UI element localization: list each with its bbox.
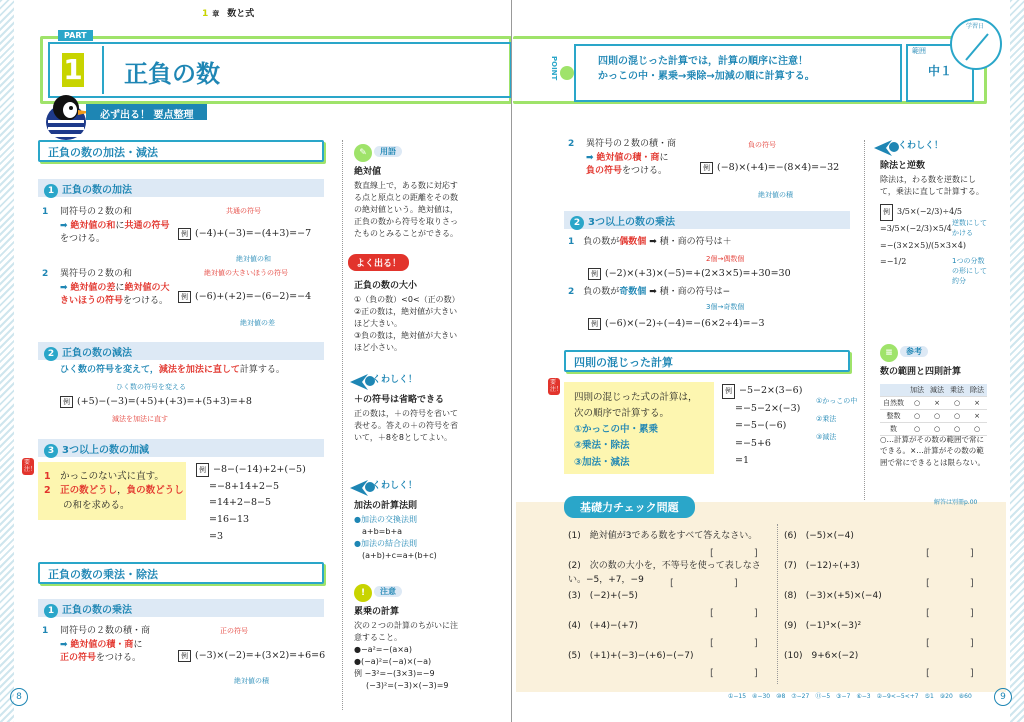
note-abs-sum: 絶対値の和 <box>236 255 271 263</box>
power-head: 累乗の計算 <box>354 607 400 617</box>
example-6: 例 (−2)×(+3)×(−5)=+(2×3×5)=+30=30 <box>588 268 791 280</box>
sub-subtraction: 2 正負の数の減法 <box>38 342 324 360</box>
rule-same-sign: 同符号の２数の和 ➡ 絶対値の和に共通の符号 をつける。 <box>60 207 170 244</box>
check-title: 基礎力チェック問題 <box>564 496 695 518</box>
answer-bracket-3[interactable]: [ ] <box>710 608 758 619</box>
reciprocal-example: 例 3/5×(−2/3)÷4/5 =3/5×(−2/3)×5/4 =−(3×2×5)/(5×3×4) =−1/2 <box>880 204 966 271</box>
example-4: 例 (−3)×(−2)=+(3×2)=+6=6 <box>178 650 325 662</box>
power-text: 次の２つの計算のちがいに注意すること。 ●−a²=−(a×a) ●(−a)²=(−a)×(−a) 例 −3²=−(3×3)=−9 (−3)²=(−3)×(−3)=9 <box>354 621 458 690</box>
question-10: (10) 9+6×(−2) <box>784 651 859 661</box>
reference-head: ≡ 参考 <box>880 346 928 360</box>
question-2: (2) 次の数の大小を，不等号を使って表しなさい。 <box>568 561 761 585</box>
table-footnote: ○…計算がその数の範囲で常にできる。×…計算がその数の範囲で常にできるとは限らない。 <box>880 435 985 467</box>
section-mixed: 四則の混じった計算 <box>564 350 850 372</box>
glossary-head: ✎ 用語 <box>354 146 402 160</box>
order-list: ①（負の数）<0<（正の数） ②正の数は，絶対値が大きいほど大きい。 ③負の数は，絶対値が大きいほど小さい。 <box>354 295 460 352</box>
part-label: PART <box>58 30 93 41</box>
note-common-sign: 共通の符号 <box>226 207 261 215</box>
odd-rule: 2 負の数が奇数個 ➡ 積・商の符号は− <box>568 287 731 297</box>
slash-icon <box>958 28 996 66</box>
answer-bracket-9[interactable]: [ ] <box>926 638 974 649</box>
answer-strip: ①−15 ④−30 ⑩8 ⑦−27 ⑪−5 ③−7 ⑥−3 ②−9<−5<+7 ⑤1 ⑨20 ⑧60 <box>728 693 972 700</box>
frequent-badge: よく出る！ <box>348 254 409 271</box>
question-8: (8) (−3)×(+5)×(−4) <box>784 591 882 601</box>
note-positive-sign: 正の符号 <box>220 627 248 635</box>
example-7: 例 (−6)×(−2)÷(−4)=−(6×2÷4)=−3 <box>588 318 765 330</box>
question-3: (3) (−2)+(−5) <box>568 591 638 601</box>
section-muldiv: 正負の数の乗法・除法 <box>38 562 324 584</box>
example-8: 例 −5−2×(3−6) =−5−2×(−3) =−5−(−6) =−5+6 =1 <box>722 382 802 470</box>
note-odd: 3個→奇数個 <box>706 303 745 311</box>
question-5: (5) (+1)+(−3)−(+6)−(−7) <box>568 651 694 661</box>
page-title: 正負の数 <box>124 60 220 88</box>
subtraction-rule: ひく数の符号を変えて，減法を加法に直して計算する。 <box>60 365 285 375</box>
question-1: (1) 絶対値が3である数をすべて答えなさい。 <box>568 531 758 541</box>
important-badge: 要注！ <box>22 458 34 475</box>
question-7: (7) (−12)÷(+3) <box>784 561 860 571</box>
essential-banner: 必ず出る！ 要点整理 <box>86 104 207 120</box>
answer-bracket-5[interactable]: [ ] <box>710 668 758 679</box>
sub-multiplication: 1 正負の数の乗法 <box>38 599 324 617</box>
plus-text: 正の数は，＋の符号を省いて表せる。答えの＋の符号を省いて，＋8を8としてよい。 <box>354 409 458 442</box>
note-abs-product: 絶対値の積 <box>234 677 269 685</box>
book-icon: ✎ <box>354 144 372 162</box>
answer-bracket-4[interactable]: [ ] <box>710 638 758 649</box>
section-addsub: 正負の数の加法・減法 <box>38 140 324 162</box>
table-row: 数 ○ ○ ○ ○ <box>880 423 987 436</box>
exclamation-icon: ! <box>354 584 372 602</box>
reference-icon: ≡ <box>880 344 898 362</box>
sub-three-numbers: 3 3つ以上の数の加減 <box>38 439 324 457</box>
note-abs-diff: 絶対値の差 <box>240 319 275 327</box>
rule-mul-diff: 異符号の２数の積・商 ➡ 絶対値の積・商に 負の符号をつける。 <box>586 139 677 176</box>
caution-head: ! 注意 <box>354 586 402 600</box>
note-reciprocal: 逆数にしてかける <box>952 219 987 237</box>
item-1: 1 <box>42 207 49 217</box>
answer-bracket-8[interactable]: [ ] <box>926 608 974 619</box>
note-larger-sign: 絶対値の大きいほうの符号 <box>204 269 288 277</box>
left-page: 1 章 数と式 PART 1 正負の数 必ず出る！ 要点整理 正負の数の加法・減法 1 正負の数の加法 1 同符号の２数の和 ➡ 絶対値の和に共通の符号 をつける。 共通の符号 例 (−4)+(−3)=−(4+3)=−7 絶対値の和 2 異符号の２数の和 ➡ 絶対値の差に絶対値の大 きいほうの符号をつける。 絶対値の大きいほうの符号 例 (−6)+(+2)=−(6−2)=−4 絶対値の差 2 正負の数の減法 ひく数の符号を変えて，減法を加法に直して計算する。 ひく数の符号を変える 例 (+5)−(−3)=(+5)+(+3)=+(5+3)=+8 減法を加法に直す 3 3つ以上の数の加減 要注！ 1 かっこのない式に直す。 2 正の数どうし，負の数どうし の和を求める。 例 −8−(−14)+2+(−5) =−8+14+2−5 =14+2−8−5 =16−13 =3 正負の数の乗法・除法 1 正負の数の乗法 1 同符号の２数の積・商 ➡ 絶対値の積・商に 正の符号をつける。 正の符号 例 (−3)×(−2)=+(3×2)=+6=6 絶対値の積 ✎ 用語 絶対値 数直線上で，ある数に対応する点と原点との距離をその数の絶対値という。絶対値は，正負の数から符号を取りさったものとみることができる。 よく出る！ 正負の数の大小 ①（負の数）<0<（正の数） ②正の数は，絶対値が大きいほど大きい。 ③負の数は，絶対値が大きいほど小さい。 くわしく！ ＋の符号は省略できる 正の数は，＋の符号を省いて表せる。答えの＋の符号を省いて，＋8を8としてよい。 くわしく！ 加法の計算法則 ●加法の交換法則 a+b=b+a ●加法の結合法則 (a+b)+c=a+(b+c) ! 注意 累乗の計算 次の２つの計算のちがいに注意すること。 ●−a²=−(a×a) ●(−a)²=(−a)×(−a) 例 −3²=−(3×3)=−9 (−3)²=(−3)×(−3)=9 8 <box>0 0 512 722</box>
reciprocal-head: 除法と逆数 <box>880 161 926 171</box>
example-3-calc: 例 −8−(−14)+2+(−5) =−8+14+2−5 =14+2−8−5 =16−13 =3 <box>196 462 306 545</box>
range-table: 加法 減法 乗法 除法 自然数 ○ × ○ × 整数 ○ ○ ○ × 数 ○ ○ ○ ○ <box>880 384 987 436</box>
sub-three-mul: 2 3つ以上の数の乗法 <box>564 211 850 229</box>
part-number: 1 <box>63 53 83 86</box>
steps-text: 1 かっこのない式に直す。 2 正の数どうし，負の数どうし の和を求める。 <box>44 471 184 511</box>
answer-bracket-7[interactable]: [ ] <box>926 578 974 589</box>
note-reduce: 1つの分数の形にして約分 <box>952 257 987 285</box>
example-1: 例 (−4)+(−3)=−(4+3)=−7 <box>178 228 311 240</box>
glossary-text: 数直線上で，ある数に対応する点と原点との距離をその数の絶対値という。絶対値は，正負の数から符号を取りさったものとみることができる。 <box>354 181 458 238</box>
even-rule: 1 負の数が偶数個 ➡ 積・商の符号は＋ <box>568 237 732 247</box>
table-row: 整数 ○ ○ ○ × <box>880 410 987 423</box>
example-3: 例 (+5)−(−3)=(+5)+(+3)=+(5+3)=+8 <box>60 396 252 408</box>
question-6: (6) (−5)×(−4) <box>784 531 854 541</box>
answer-note: 解答は別冊p.00 <box>934 499 978 506</box>
point-label: POINT <box>550 56 558 81</box>
question-2-values: −5，+7，−9 <box>586 575 644 585</box>
left-stripe <box>0 0 14 722</box>
detail-head-3: くわしく！ <box>898 141 944 151</box>
part-inner-frame <box>48 42 512 98</box>
addition-laws: ●加法の交換法則 a+b=b+a ●加法の結合法則 (a+b)+c=a+(b+c) <box>354 515 437 560</box>
note-to-addition: 減法を加法に直す <box>112 415 168 423</box>
table-row: 自然数 ○ × ○ × <box>880 397 987 410</box>
rule-mul-same: 同符号の２数の積・商 ➡ 絶対値の積・商に 正の符号をつける。 <box>60 626 151 663</box>
glossary-term: 絶対値 <box>354 167 382 177</box>
plus-head: ＋の符号は省略できる <box>354 395 445 405</box>
addition-laws-head: 加法の計算法則 <box>354 501 418 511</box>
answer-bracket-10[interactable]: [ ] <box>926 668 974 679</box>
study-date-label: 学習日 <box>966 23 985 30</box>
page-number-right: 9 <box>994 688 1012 706</box>
detail-head-1: くわしく！ <box>372 375 418 385</box>
detail-head-2: くわしく！ <box>372 481 418 491</box>
range-value: 中１ <box>928 64 953 78</box>
note-even: 2個→偶数個 <box>706 255 745 263</box>
note-abs-product-2: 絶対値の積 <box>758 191 793 199</box>
answer-bracket-1[interactable]: [ ] <box>710 548 758 559</box>
right-stripe <box>1010 0 1024 722</box>
reciprocal-text: 除法は，わる数を逆数にして，乗法に直して計算する。 <box>880 175 984 196</box>
chapter-chip: 1 章 数と式 <box>202 9 255 19</box>
rule-diff-sign: 異符号の２数の和 ➡ 絶対値の差に絶対値の大 きいほうの符号をつける。 <box>60 269 170 306</box>
example-5: 例 (−8)×(+4)=−(8×4)=−32 <box>700 162 839 174</box>
question-4: (4) (+4)−(+7) <box>568 621 638 631</box>
order-notes: ①かっこの中 ②乗法 ③減法 <box>816 397 858 442</box>
note-change-sign: ひく数の符号を変える <box>116 383 186 391</box>
order-text: 四則の混じった式の計算は， 次の順序で計算する。 ①かっこの中・累乗 ②乗法・除法 ③加法・減法 <box>574 392 698 468</box>
example-2: 例 (−6)+(+2)=−(6−2)=−4 <box>178 291 311 303</box>
range-head: 数の範囲と四則計算 <box>880 367 962 377</box>
answer-bracket-6[interactable]: [ ] <box>926 548 974 559</box>
answer-bracket-2[interactable]: [ ] <box>670 578 742 589</box>
pointer-icon <box>560 66 574 80</box>
range-label: 範囲 <box>912 47 926 55</box>
important-badge-2: 要注！ <box>548 378 560 395</box>
item-2: 2 <box>42 269 49 279</box>
page-number-left: 8 <box>10 688 28 706</box>
sub-addition: 1 正負の数の加法 <box>38 179 324 197</box>
order-head: 正負の数の大小 <box>354 281 418 291</box>
point-text: 四則の混じった計算では，計算の順序に注意！ かっこの中・累乗→乗除→加減の順に計算する。 <box>598 56 815 82</box>
note-negative-sign: 負の符号 <box>748 141 776 149</box>
question-9: (9) (−1)³×(−3)² <box>784 621 862 631</box>
